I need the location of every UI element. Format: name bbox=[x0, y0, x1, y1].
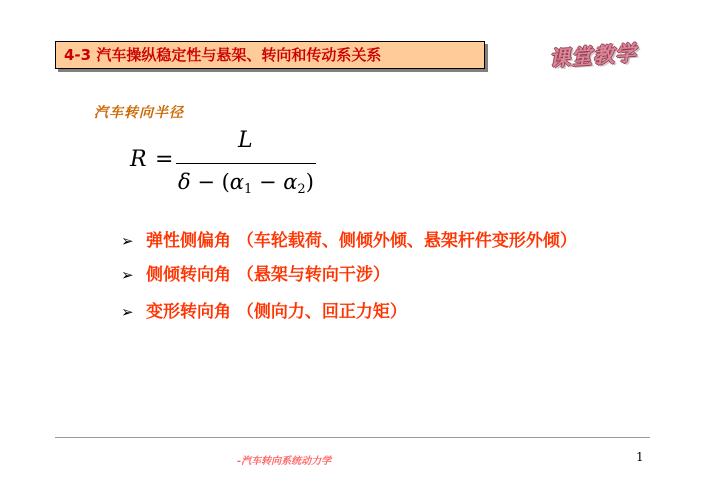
formula-denominator bbox=[178, 170, 314, 197]
minus-sign: − bbox=[252, 170, 284, 194]
bullet-text: 侧倾转向角 （悬架与转向干涉） bbox=[146, 265, 390, 285]
fraction-bar bbox=[176, 163, 316, 164]
formula-equals: = bbox=[155, 147, 174, 172]
arrow-bullet-icon: ➢ bbox=[121, 266, 134, 284]
footer-divider bbox=[55, 437, 650, 438]
formula-lhs: R bbox=[130, 147, 147, 172]
slide-title: 4-3 汽车操纵稳定性与悬架、转向和传动系关系 bbox=[55, 41, 485, 69]
alpha1-symbol: α bbox=[229, 170, 244, 194]
bullet-item-roll-steer-angle bbox=[121, 262, 641, 289]
delta-symbol: δ bbox=[178, 170, 191, 194]
alpha2-subscript: 2 bbox=[297, 182, 306, 197]
minus-open-paren: − ( bbox=[190, 170, 230, 194]
bullet-item-elastic-slip-angle bbox=[121, 228, 641, 255]
alpha1-subscript: 1 bbox=[243, 182, 253, 197]
classroom-badge: 课堂教学 bbox=[548, 40, 638, 72]
bullet-text: 变形转向角 （侧向力、回正力矩） bbox=[146, 302, 407, 322]
page-number: 1 bbox=[636, 450, 644, 464]
close-paren: ) bbox=[305, 170, 314, 194]
formula-numerator: L bbox=[238, 128, 253, 153]
bullet-text: 弹性侧偏角 （车轮载荷、侧倾外倾、悬架杆件变形外倾） bbox=[146, 231, 577, 251]
turning-radius-formula bbox=[130, 128, 330, 204]
bullet-list bbox=[121, 228, 641, 326]
alpha2-symbol: α bbox=[283, 170, 298, 194]
arrow-bullet-icon: ➢ bbox=[121, 232, 134, 250]
footer-caption: -汽车转向系统动力学 bbox=[237, 456, 332, 467]
bullet-item-compliance-steer-angle bbox=[121, 299, 641, 326]
section-subtitle: 汽车转向半径 bbox=[94, 105, 184, 121]
arrow-bullet-icon: ➢ bbox=[121, 303, 134, 321]
